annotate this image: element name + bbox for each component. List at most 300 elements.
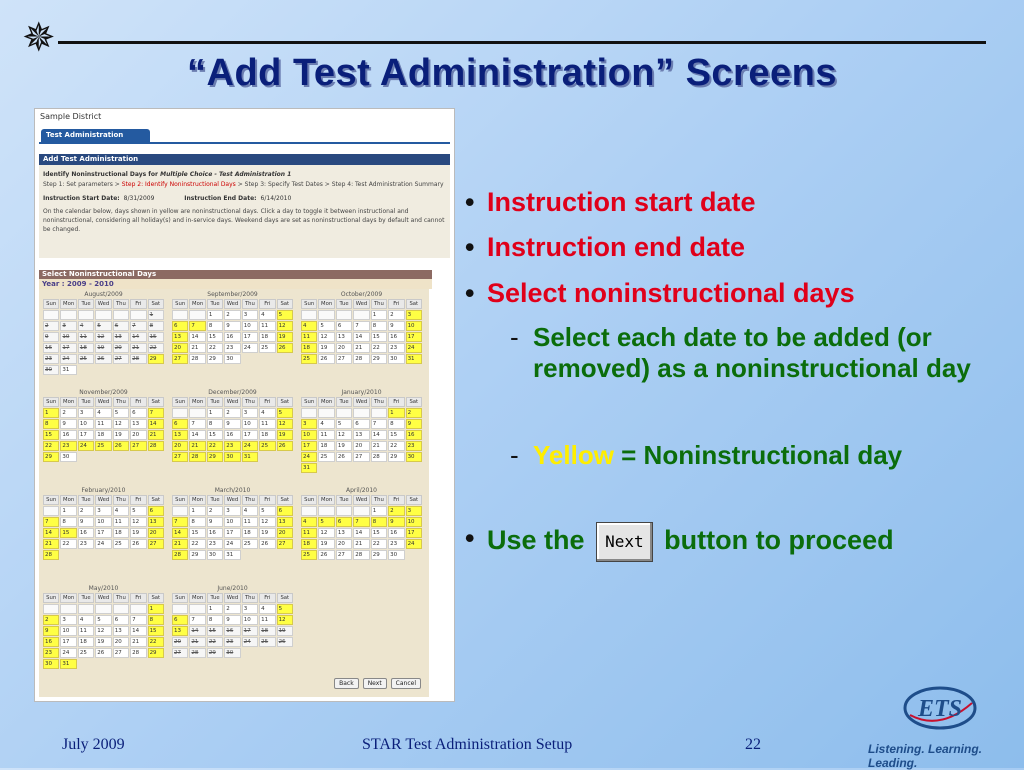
day-cell[interactable]: 15 (207, 332, 223, 342)
day-cell[interactable]: 30 (207, 550, 223, 560)
day-cell[interactable]: 1 (189, 506, 205, 516)
day-cell[interactable]: 11 (242, 517, 258, 527)
day-cell[interactable]: 8 (371, 321, 387, 331)
day-cell[interactable]: 18 (301, 539, 317, 549)
day-cell[interactable]: 4 (259, 310, 275, 320)
day-cell[interactable]: 25 (259, 441, 275, 451)
day-cell[interactable]: 27 (172, 452, 188, 462)
day-cell[interactable]: 10 (242, 615, 258, 625)
day-cell[interactable]: 29 (148, 354, 164, 364)
day-cell[interactable]: 12 (318, 528, 334, 538)
day-cell[interactable]: 11 (78, 626, 94, 636)
day-cell[interactable]: 11 (301, 528, 317, 538)
day-cell[interactable]: 9 (60, 419, 76, 429)
day-cell[interactable]: 24 (224, 539, 240, 549)
day-cell[interactable]: 3 (78, 408, 94, 418)
day-cell[interactable]: 2 (224, 604, 240, 614)
day-cell[interactable]: 16 (78, 528, 94, 538)
day-cell[interactable]: 8 (148, 615, 164, 625)
day-cell[interactable]: 28 (189, 452, 205, 462)
day-cell[interactable]: 4 (259, 604, 275, 614)
day-cell[interactable]: 9 (224, 419, 240, 429)
day-cell[interactable]: 22 (148, 637, 164, 647)
tab-test-administration[interactable]: Test Administration (41, 129, 150, 142)
day-cell[interactable]: 8 (388, 419, 404, 429)
day-cell[interactable]: 13 (336, 332, 352, 342)
day-cell[interactable]: 30 (224, 452, 240, 462)
day-cell[interactable]: 20 (172, 441, 188, 451)
day-cell[interactable]: 13 (172, 332, 188, 342)
weekday-header: Sat (277, 299, 293, 309)
day-cell[interactable]: 4 (301, 517, 317, 527)
back-button[interactable]: Back (334, 678, 359, 689)
day-cell[interactable]: 3 (95, 506, 111, 516)
day-cell[interactable]: 28 (43, 550, 59, 560)
day-cell[interactable]: 16 (388, 528, 404, 538)
day-cell[interactable]: 23 (388, 343, 404, 353)
day-cell[interactable]: 3 (60, 615, 76, 625)
day-cell[interactable]: 25 (301, 354, 317, 364)
day-cell[interactable]: 6 (172, 321, 188, 331)
day-cell[interactable]: 21 (130, 637, 146, 647)
day-cell[interactable]: 10 (406, 517, 422, 527)
day-cell[interactable]: 16 (207, 528, 223, 538)
day-cell[interactable]: 4 (113, 506, 129, 516)
day-cell[interactable]: 2 (406, 408, 422, 418)
day-cell[interactable]: 9 (406, 419, 422, 429)
day-cell[interactable]: 8 (189, 517, 205, 527)
day-cell[interactable]: 16 (388, 332, 404, 342)
day-cell[interactable]: 1 (207, 604, 223, 614)
day-cell[interactable]: 7 (189, 419, 205, 429)
day-cell[interactable]: 9 (388, 321, 404, 331)
day-cell[interactable]: 26 (95, 648, 111, 658)
day-cell[interactable]: 23 (207, 539, 223, 549)
day-cell[interactable]: 22 (207, 441, 223, 451)
day-cell[interactable]: 8 (371, 517, 387, 527)
day-cell[interactable]: 11 (113, 517, 129, 527)
day-cell[interactable]: 8 (43, 419, 59, 429)
day-cell[interactable]: 5 (95, 615, 111, 625)
day-cell[interactable]: 19 (318, 539, 334, 549)
day-cell[interactable]: 5 (277, 604, 293, 614)
day-cell[interactable]: 19 (259, 528, 275, 538)
day-cell[interactable]: 28 (189, 354, 205, 364)
day-cell[interactable]: 20 (336, 539, 352, 549)
day-cell[interactable]: 10 (242, 419, 258, 429)
day-cell[interactable]: 25 (95, 441, 111, 451)
day-cell[interactable]: 18 (318, 441, 334, 451)
day-cell[interactable]: 15 (388, 430, 404, 440)
day-cell[interactable]: 21 (353, 343, 369, 353)
day-cell[interactable]: 29 (207, 354, 223, 364)
empty-day-cell (371, 408, 387, 418)
day-cell[interactable]: 18 (259, 430, 275, 440)
day-cell[interactable]: 1 (371, 506, 387, 516)
month-calendar (172, 389, 293, 462)
day-cell[interactable]: 24 (60, 648, 76, 658)
day-cell[interactable]: 19 (318, 343, 334, 353)
day-cell[interactable]: 20 (353, 441, 369, 451)
day-cell[interactable]: 23 (43, 648, 59, 658)
day-cell[interactable]: 5 (336, 419, 352, 429)
day-cell[interactable]: 15 (371, 332, 387, 342)
day-cell[interactable]: 11 (259, 321, 275, 331)
day-cell[interactable]: 6 (148, 506, 164, 516)
day-cell[interactable]: 22 (43, 441, 59, 451)
day-cell[interactable]: 24 (95, 539, 111, 549)
day-cell[interactable]: 12 (277, 419, 293, 429)
day-cell[interactable]: 3 (224, 506, 240, 516)
day-cell[interactable]: 12 (277, 321, 293, 331)
day-cell[interactable]: 27 (277, 539, 293, 549)
day-cell[interactable]: 25 (318, 452, 334, 462)
day-cell[interactable]: 25 (113, 539, 129, 549)
day-cell[interactable]: 7 (353, 517, 369, 527)
day-cell[interactable]: 23 (78, 539, 94, 549)
day-cell[interactable]: 13 (113, 626, 129, 636)
day-cell[interactable]: 21 (148, 430, 164, 440)
day-cell[interactable]: 1 (148, 604, 164, 614)
day-cell[interactable]: 22 (371, 343, 387, 353)
day-cell[interactable]: 17 (60, 637, 76, 647)
day-cell[interactable]: 13 (336, 528, 352, 538)
day-cell[interactable]: 29 (148, 648, 164, 658)
day-cell[interactable]: 10 (242, 321, 258, 331)
day-cell[interactable]: 1 (43, 408, 59, 418)
day-cell[interactable]: 21 (172, 539, 188, 549)
day-cell[interactable]: 19 (113, 430, 129, 440)
day-cell[interactable]: 27 (336, 354, 352, 364)
day-cell[interactable]: 16 (60, 430, 76, 440)
day-cell[interactable]: 21 (189, 441, 205, 451)
day-cell[interactable]: 20 (336, 343, 352, 353)
day-cell[interactable]: 19 (277, 430, 293, 440)
day-cell[interactable]: 8 (60, 517, 76, 527)
screenshot-panel (34, 108, 455, 702)
day-cell[interactable]: 29 (189, 550, 205, 560)
day-cell[interactable]: 26 (277, 343, 293, 353)
day-cell[interactable]: 26 (113, 441, 129, 451)
day-cell[interactable]: 29 (388, 452, 404, 462)
day-cell[interactable]: 31 (60, 659, 76, 669)
day-cell[interactable]: 13 (172, 430, 188, 440)
day-cell[interactable]: 12 (95, 626, 111, 636)
day-cell[interactable]: 5 (277, 408, 293, 418)
day-cell[interactable]: 3 (406, 506, 422, 516)
day-cell[interactable]: 6 (172, 419, 188, 429)
day-cell[interactable]: 31 (224, 550, 240, 560)
day-cell[interactable]: 15 (43, 430, 59, 440)
day-cell[interactable]: 16 (224, 332, 240, 342)
day-cell[interactable]: 2 (224, 310, 240, 320)
day-cell[interactable]: 5 (318, 517, 334, 527)
day-cell[interactable]: 25 (259, 343, 275, 353)
day-cell[interactable]: 4 (301, 321, 317, 331)
day-cell[interactable]: 4 (95, 408, 111, 418)
day-cell[interactable]: 15 (60, 528, 76, 538)
day-cell[interactable]: 4 (318, 419, 334, 429)
day-cell[interactable]: 10 (60, 626, 76, 636)
day-cell[interactable]: 23 (388, 539, 404, 549)
day-cell[interactable]: 3 (242, 408, 258, 418)
day-cell[interactable]: 28 (353, 550, 369, 560)
day-cell[interactable]: 11 (318, 430, 334, 440)
day-cell[interactable]: 25 (242, 539, 258, 549)
day-cell[interactable]: 4 (78, 615, 94, 625)
day-cell[interactable]: 15 (371, 528, 387, 538)
day-cell[interactable]: 2 (388, 310, 404, 320)
day-cell[interactable]: 22 (60, 539, 76, 549)
day-cell[interactable]: 11 (259, 615, 275, 625)
day-cell[interactable]: 2 (207, 506, 223, 516)
day-cell[interactable]: 10 (301, 430, 317, 440)
empty-day-cell (113, 310, 129, 320)
day-cell[interactable]: 3 (242, 310, 258, 320)
cancel-button[interactable]: Cancel (391, 678, 421, 689)
day-cell[interactable]: 24 (78, 441, 94, 451)
day-cell[interactable]: 30 (388, 550, 404, 560)
next-button[interactable]: Next (363, 678, 387, 689)
day-cell[interactable]: 27 (148, 539, 164, 549)
day-cell[interactable]: 25 (78, 648, 94, 658)
day-cell[interactable]: 24 (242, 343, 258, 353)
day-cell[interactable]: 30 (60, 452, 76, 462)
day-cell[interactable]: 27 (353, 452, 369, 462)
day-cell[interactable]: 2 (224, 408, 240, 418)
day-cell[interactable]: 31 (301, 463, 317, 473)
day-cell[interactable]: 17 (301, 441, 317, 451)
day-cell[interactable]: 5 (277, 310, 293, 320)
day-cell[interactable]: 24 (406, 343, 422, 353)
day-cell[interactable]: 8 (207, 419, 223, 429)
day-cell[interactable]: 15 (189, 528, 205, 538)
day-cell[interactable]: 20 (277, 528, 293, 538)
day-cell[interactable]: 18 (242, 528, 258, 538)
day-cell[interactable]: 11 (95, 419, 111, 429)
day-cell[interactable]: 14 (189, 332, 205, 342)
day-cell[interactable]: 7 (148, 408, 164, 418)
day-cell[interactable]: 6 (113, 615, 129, 625)
day-cell[interactable]: 19 (130, 528, 146, 538)
day-cell[interactable]: 9 (207, 517, 223, 527)
day-cell[interactable]: 13 (148, 517, 164, 527)
day-cell[interactable]: 26 (318, 354, 334, 364)
day-cell[interactable]: 9 (224, 615, 240, 625)
day-cell[interactable]: 27 (130, 441, 146, 451)
day-cell[interactable]: 1 (60, 506, 76, 516)
day-cell[interactable]: 24 (406, 539, 422, 549)
day-cell[interactable]: 7 (189, 321, 205, 331)
day-cell[interactable]: 20 (130, 430, 146, 440)
day-cell[interactable]: 1 (207, 310, 223, 320)
day-cell[interactable]: 3 (301, 419, 317, 429)
day-cell[interactable]: 9 (78, 517, 94, 527)
day-cell[interactable]: 28 (172, 550, 188, 560)
day-cell[interactable]: 24 (242, 441, 258, 451)
day-cell[interactable]: 14 (43, 528, 59, 538)
day-cell[interactable]: 6 (172, 615, 188, 625)
day-cell[interactable]: 21 (353, 539, 369, 549)
day-cell[interactable]: 9 (43, 626, 59, 636)
day-cell[interactable]: 21 (189, 343, 205, 353)
day-cell[interactable]: 5 (130, 506, 146, 516)
day-cell[interactable]: 31 (60, 365, 76, 375)
day-cell[interactable]: 15 (148, 626, 164, 636)
day-cell[interactable]: 20 (172, 343, 188, 353)
day-cell[interactable]: 1 (388, 408, 404, 418)
day-cell[interactable]: 26 (318, 550, 334, 560)
day-cell[interactable]: 17 (406, 332, 422, 342)
day-cell[interactable]: 10 (95, 517, 111, 527)
day-cell[interactable]: 22 (371, 539, 387, 549)
day-cell[interactable]: 1 (207, 408, 223, 418)
day-cell[interactable]: 25 (301, 550, 317, 560)
day-cell[interactable]: 6 (336, 517, 352, 527)
day-cell[interactable]: 13 (130, 419, 146, 429)
day-cell[interactable]: 5 (259, 506, 275, 516)
day-cell: 26 (277, 637, 293, 647)
day-cell[interactable]: 14 (353, 332, 369, 342)
day-cell[interactable]: 21 (43, 539, 59, 549)
day-cell[interactable]: 14 (353, 528, 369, 538)
day-cell[interactable]: 2 (60, 408, 76, 418)
day-cell[interactable]: 4 (259, 408, 275, 418)
day-cell[interactable]: 26 (277, 441, 293, 451)
day-cell[interactable]: 18 (78, 637, 94, 647)
day-cell[interactable]: 18 (95, 430, 111, 440)
day-cell[interactable]: 30 (224, 354, 240, 364)
day-cell[interactable]: 11 (259, 419, 275, 429)
day-cell[interactable]: 30 (388, 354, 404, 364)
day-cell[interactable]: 15 (207, 430, 223, 440)
day-cell[interactable]: 17 (406, 528, 422, 538)
day-cell[interactable]: 17 (242, 430, 258, 440)
day-cell[interactable]: 27 (336, 550, 352, 560)
day-cell[interactable]: 16 (43, 637, 59, 647)
day-cell[interactable]: 17 (95, 528, 111, 538)
day-cell[interactable]: 26 (259, 539, 275, 549)
day-cell[interactable]: 10 (78, 419, 94, 429)
day-cell[interactable]: 18 (301, 343, 317, 353)
day-cell[interactable]: 23 (224, 343, 240, 353)
day-cell[interactable]: 28 (371, 452, 387, 462)
day-cell[interactable]: 27 (113, 648, 129, 658)
day-cell[interactable]: 5 (318, 321, 334, 331)
day-cell[interactable]: 12 (130, 517, 146, 527)
day-cell[interactable]: 28 (130, 648, 146, 658)
day-cell[interactable]: 7 (130, 615, 146, 625)
day-cell[interactable]: 1 (371, 310, 387, 320)
day-cell[interactable]: 6 (336, 321, 352, 331)
day-cell[interactable]: 3 (242, 604, 258, 614)
day-cell[interactable]: 12 (259, 517, 275, 527)
day-cell[interactable]: 22 (388, 441, 404, 451)
day-cell[interactable]: 13 (277, 517, 293, 527)
day-cell[interactable]: 26 (336, 452, 352, 462)
day-cell[interactable]: 19 (336, 441, 352, 451)
day-cell[interactable]: 14 (148, 419, 164, 429)
day-cell[interactable]: 4 (242, 506, 258, 516)
day-cell: 27 (172, 648, 188, 658)
day-cell[interactable]: 31 (242, 452, 258, 462)
day-cell[interactable]: 20 (113, 637, 129, 647)
day-cell[interactable]: 9 (224, 321, 240, 331)
day-cell[interactable]: 23 (224, 441, 240, 451)
day-cell[interactable]: 7 (43, 517, 59, 527)
day-cell[interactable]: 14 (189, 430, 205, 440)
day-cell[interactable]: 13 (353, 430, 369, 440)
day-cell[interactable]: 20 (148, 528, 164, 538)
day-cell[interactable]: 17 (224, 528, 240, 538)
day-cell[interactable]: 13 (172, 626, 188, 636)
day-cell[interactable]: 17 (78, 430, 94, 440)
day-cell[interactable]: 19 (95, 637, 111, 647)
day-cell[interactable]: 27 (172, 354, 188, 364)
day-cell[interactable]: 5 (113, 408, 129, 418)
day-cell[interactable]: 6 (130, 408, 146, 418)
day-cell[interactable]: 23 (406, 441, 422, 451)
day-cell[interactable]: 26 (130, 539, 146, 549)
day-cell[interactable]: 16 (224, 430, 240, 440)
day-cell[interactable]: 2 (78, 506, 94, 516)
day-cell[interactable]: 7 (172, 517, 188, 527)
day-cell[interactable]: 10 (406, 321, 422, 331)
day-cell[interactable]: 17 (242, 332, 258, 342)
day-cell[interactable]: 30 (43, 659, 59, 669)
day-cell[interactable]: 8 (207, 615, 223, 625)
day-cell[interactable]: 29 (43, 452, 59, 462)
day-cell[interactable]: 24 (301, 452, 317, 462)
day-cell[interactable]: 3 (406, 310, 422, 320)
day-cell[interactable]: 18 (259, 332, 275, 342)
day-cell[interactable]: 29 (371, 550, 387, 560)
day-cell[interactable]: 7 (353, 321, 369, 331)
day-cell[interactable]: 14 (172, 528, 188, 538)
day-cell[interactable]: 14 (371, 430, 387, 440)
day-cell[interactable]: 31 (406, 354, 422, 364)
day-cell[interactable]: 7 (189, 615, 205, 625)
day-cell[interactable]: 2 (43, 615, 59, 625)
day-cell[interactable]: 12 (113, 419, 129, 429)
day-cell[interactable]: 18 (113, 528, 129, 538)
day-cell[interactable]: 28 (353, 354, 369, 364)
day-cell[interactable]: 21 (371, 441, 387, 451)
day-cell[interactable]: 28 (148, 441, 164, 451)
day-cell[interactable]: 14 (130, 626, 146, 636)
day-cell[interactable]: 10 (224, 517, 240, 527)
month-title: November/2009 (79, 389, 128, 396)
day-cell[interactable]: 6 (353, 419, 369, 429)
day-cell[interactable]: 22 (189, 539, 205, 549)
day-cell[interactable]: 12 (318, 332, 334, 342)
day-cell[interactable]: 29 (207, 452, 223, 462)
day-cell[interactable]: 8 (207, 321, 223, 331)
day-cell[interactable]: 12 (336, 430, 352, 440)
day-cell[interactable]: 9 (388, 517, 404, 527)
day-cell[interactable]: 6 (277, 506, 293, 516)
day-cell[interactable]: 19 (277, 332, 293, 342)
day-cell[interactable]: 22 (207, 343, 223, 353)
day-cell[interactable]: 11 (301, 332, 317, 342)
day-cell[interactable]: 7 (371, 419, 387, 429)
day-cell[interactable]: 23 (60, 441, 76, 451)
day-cell[interactable]: 12 (277, 615, 293, 625)
day-cell[interactable]: 2 (388, 506, 404, 516)
day-cell[interactable]: 30 (406, 452, 422, 462)
day-cell[interactable]: 29 (371, 354, 387, 364)
day-cell[interactable]: 16 (406, 430, 422, 440)
